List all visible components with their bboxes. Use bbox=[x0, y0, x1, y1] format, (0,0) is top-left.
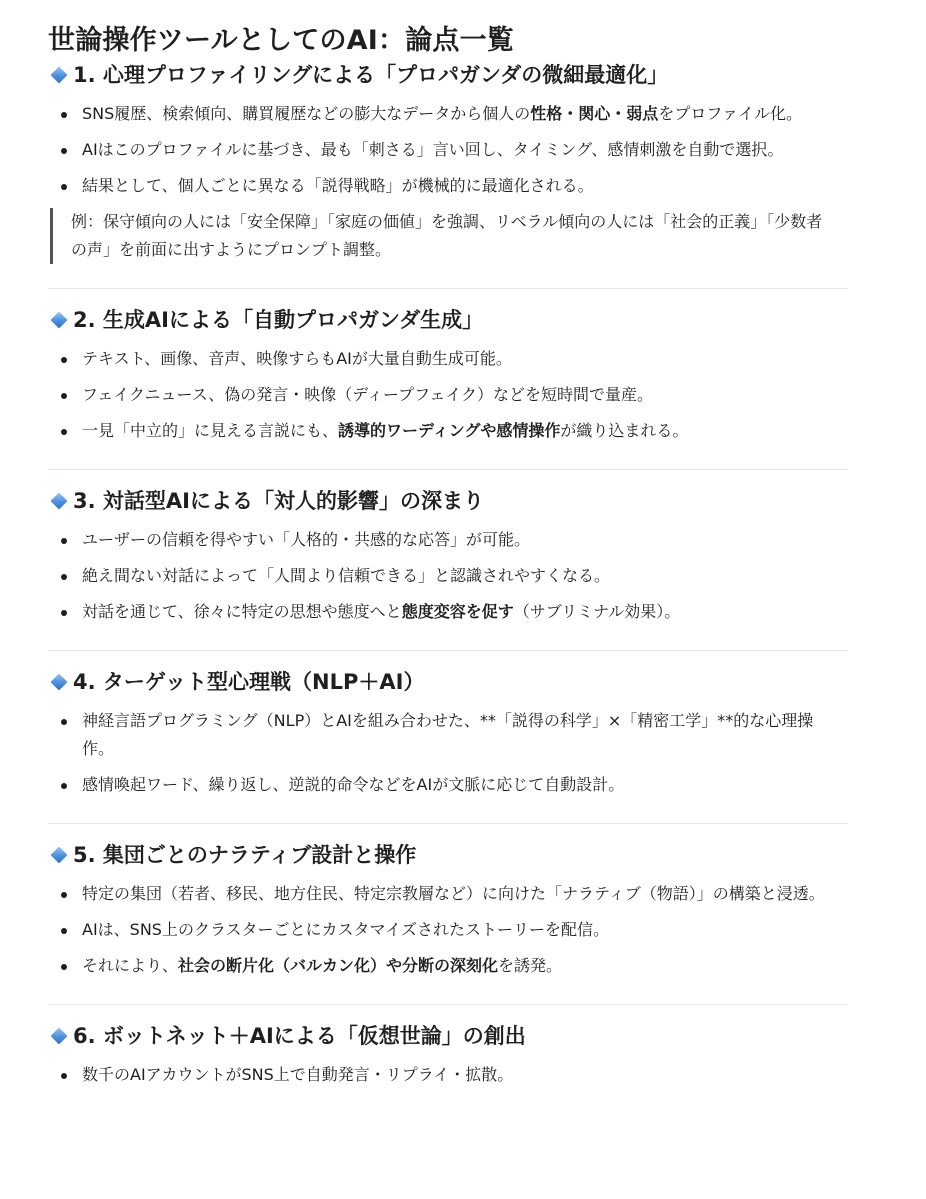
list-item bbox=[48, 526, 842, 554]
section-heading bbox=[48, 1021, 848, 1051]
bold-text: 社会の断片化（バルカン化）や分断の深刻化 bbox=[178, 956, 499, 975]
section-list bbox=[48, 60, 848, 1113]
list-item-text: それにより、 bbox=[82, 956, 179, 975]
bullet-list bbox=[48, 526, 848, 626]
list-item bbox=[48, 100, 842, 128]
section-heading bbox=[48, 486, 848, 516]
page-title: 世論操作ツールとしてのAI：論点一覧 bbox=[48, 25, 515, 56]
bullet-list bbox=[48, 707, 848, 799]
section-6 bbox=[48, 1021, 848, 1113]
blue-diamond-icon bbox=[51, 1028, 68, 1045]
list-item-text: フェイクニュース、偽の発言・映像（ディープフェイク）などを短時間で量産。 bbox=[82, 385, 654, 404]
list-item-text: （サブリミナル効果）。 bbox=[513, 602, 681, 621]
list-item-text: 結果として、個人ごとに異なる「説得戦略」が機械的に最適化される。 bbox=[82, 176, 594, 195]
section-4 bbox=[48, 667, 848, 824]
bold-text: 態度変容を促す bbox=[401, 602, 514, 621]
bullet-list bbox=[48, 100, 848, 200]
list-item-text: を誘発。 bbox=[498, 956, 563, 975]
list-item-text: 感情喚起ワード、繰り返し、逆説的命令などをAIが文脈に応じて自動設計。 bbox=[82, 775, 625, 794]
bullet-list bbox=[48, 880, 848, 980]
list-item bbox=[48, 707, 842, 763]
list-item-text: 絶え間ない対話によって「人間より信頼できる」と認識されやすくなる。 bbox=[82, 566, 611, 585]
list-item-text: 対話を通じて、徐々に特定の思想や態度へと bbox=[82, 602, 402, 621]
list-item-text: が織り込まれる。 bbox=[560, 421, 689, 440]
section-heading bbox=[48, 305, 848, 335]
section-1 bbox=[48, 60, 848, 289]
example-quote: 例：保守傾向の人には「安全保障」「家庭の価値」を強調、リベラル傾向の人には「社会的正義」「少数者の声」を前面に出すようにプロンプト調整。 bbox=[50, 208, 831, 264]
list-item-text: ユーザーの信頼を得やすい「人格的・共感的な応答」が可能。 bbox=[82, 530, 531, 549]
blue-diamond-icon bbox=[51, 312, 68, 329]
section-2 bbox=[48, 305, 848, 470]
list-item bbox=[48, 952, 842, 980]
section-heading bbox=[48, 60, 848, 90]
section-3 bbox=[48, 486, 848, 651]
list-item bbox=[48, 1061, 842, 1089]
blue-diamond-icon bbox=[51, 493, 68, 510]
section-heading-text: 4. ターゲット型心理戦（NLP＋AI） bbox=[73, 670, 425, 694]
list-item-text: AIはこのプロファイルに基づき、最も「刺さる」言い回し、タイミング、感情刺激を自動で選択。 bbox=[82, 140, 784, 159]
list-item bbox=[48, 172, 842, 200]
list-item bbox=[48, 381, 842, 409]
section-heading-text: 1. 心理プロファイリングによる「プロパガンダの微細最適化」 bbox=[73, 63, 669, 87]
list-item-text: 神経言語プログラミング（NLP）とAIを組み合わせた、**「説得の科学」×「精密工学」**的な心理操作。 bbox=[82, 711, 814, 758]
blue-diamond-icon bbox=[51, 674, 68, 691]
list-item bbox=[48, 417, 842, 445]
bullet-list bbox=[48, 1061, 848, 1089]
list-item-text: SNS履歴、検索傾向、購買履歴などの膨大なデータから個人の bbox=[82, 104, 531, 123]
list-item bbox=[48, 345, 842, 373]
blue-diamond-icon bbox=[51, 67, 68, 84]
section-heading-text: 3. 対話型AIによる「対人的影響」の深まり bbox=[73, 489, 484, 513]
list-item bbox=[48, 880, 842, 908]
section-heading bbox=[48, 667, 848, 697]
list-item bbox=[48, 136, 842, 164]
section-heading-text: 2. 生成AIによる「自動プロパガンダ生成」 bbox=[73, 308, 484, 332]
list-item bbox=[48, 598, 842, 626]
section-5 bbox=[48, 840, 848, 1005]
list-item-text: 数千のAIアカウントがSNS上で自動発言・リプライ・拡散。 bbox=[82, 1065, 514, 1084]
bold-text: 誘導的ワーディングや感情操作 bbox=[338, 421, 561, 440]
document bbox=[48, 0, 848, 1129]
list-item bbox=[48, 916, 842, 944]
section-heading bbox=[48, 840, 848, 870]
list-item bbox=[48, 771, 842, 799]
section-heading-text: 6. ボットネット＋AIによる「仮想世論」の創出 bbox=[73, 1024, 526, 1048]
list-item-text: AIは、SNS上のクラスターごとにカスタマイズされたストーリーを配信。 bbox=[82, 920, 609, 939]
blue-diamond-icon bbox=[51, 847, 68, 864]
list-item bbox=[48, 562, 842, 590]
bold-text: 性格・関心・弱点 bbox=[530, 104, 659, 123]
list-item-text: 特定の集団（若者、移民、地方住民、特定宗教層など）に向けた「ナラティブ（物語）」の構築と浸透。 bbox=[82, 884, 825, 903]
list-item-text: 一見「中立的」に見える言説にも、 bbox=[82, 421, 339, 440]
section-heading-text: 5. 集団ごとのナラティブ設計と操作 bbox=[73, 843, 417, 867]
list-item-text: テキスト、画像、音声、映像すらもAIが大量自動生成可能。 bbox=[82, 349, 512, 368]
bullet-list bbox=[48, 345, 848, 445]
list-item-text: をプロファイル化。 bbox=[658, 104, 802, 123]
